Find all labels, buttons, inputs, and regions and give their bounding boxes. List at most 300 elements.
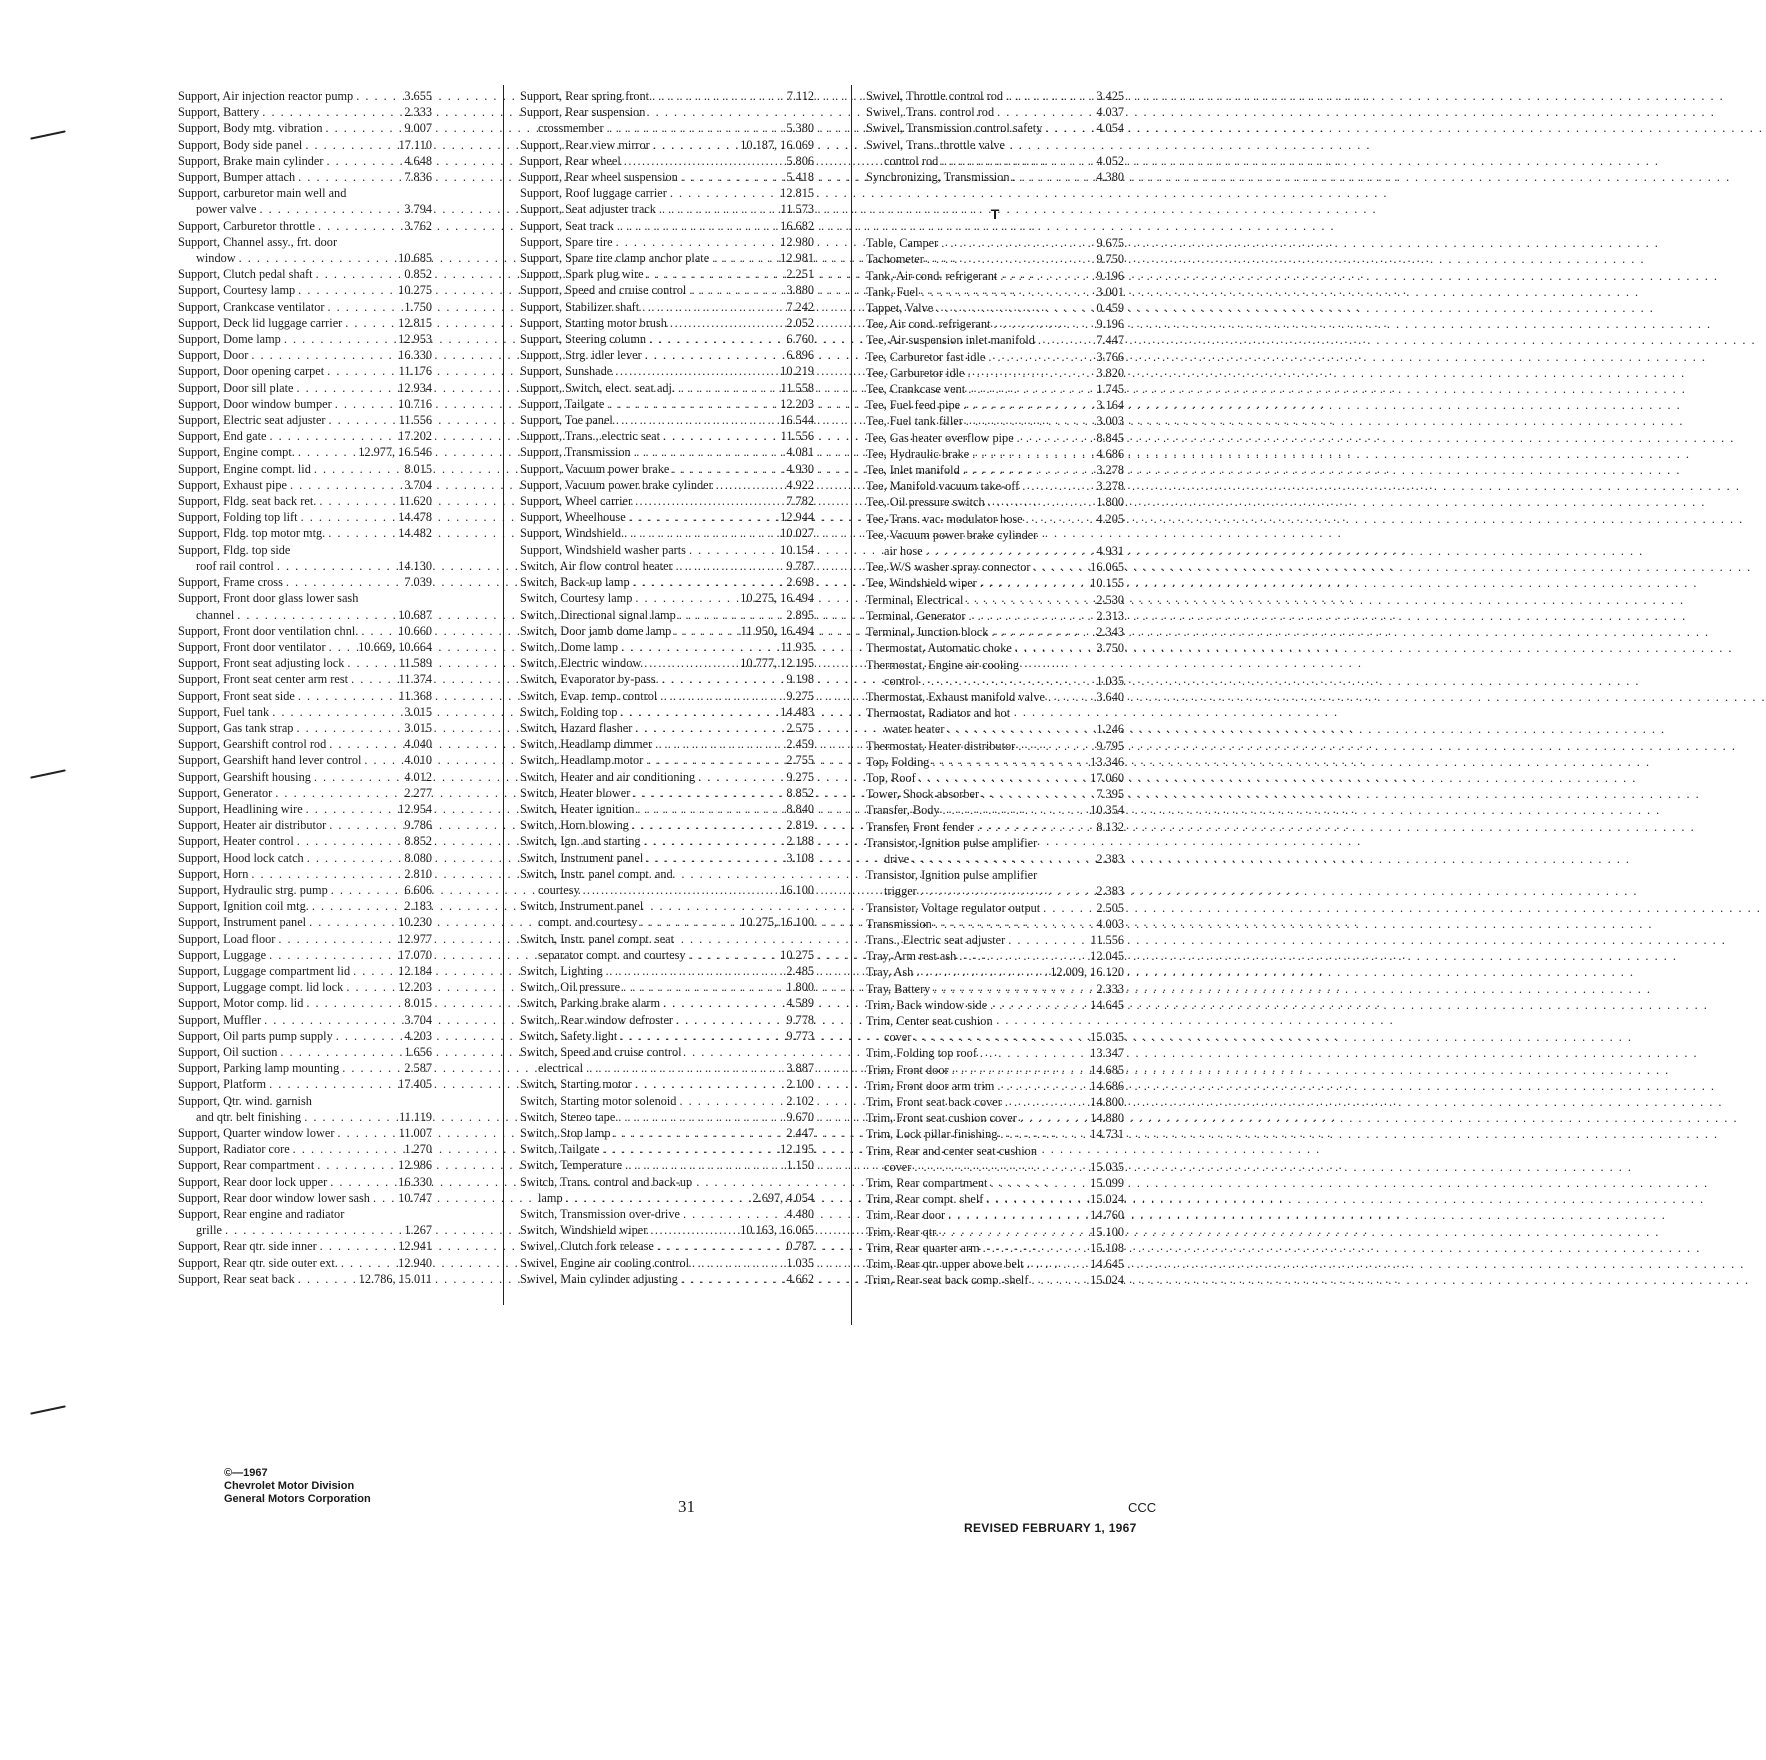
dot-leader <box>644 266 787 282</box>
dot-leader <box>689 1255 786 1271</box>
entry-reference: 3.278 <box>1096 463 1124 478</box>
dot-leader <box>673 558 787 574</box>
entry-reference: 12.195 <box>780 1142 814 1157</box>
entry-reference: 12.986 <box>398 1158 432 1173</box>
entry-name: Thermostat, Automatic choke <box>866 641 1012 656</box>
entry-reference: 9.795 <box>1096 738 1124 753</box>
index-entry <box>178 1190 432 1206</box>
index-entry <box>866 948 1124 964</box>
entry-name: Thermostat, Engine air cooling <box>866 657 1019 672</box>
index-entry <box>520 607 814 623</box>
entry-reference: 3.425 <box>1096 89 1124 103</box>
entry-name: Support, Luggage compartment lid <box>178 963 351 978</box>
entry-reference: 3.015 <box>404 704 432 719</box>
entry-reference: 10.275, 16.100 <box>740 915 814 930</box>
dot-leader <box>621 153 787 169</box>
entry-reference: 4.040 <box>404 737 432 752</box>
index-entry <box>866 137 1124 153</box>
index-entry <box>178 801 432 817</box>
index-entry <box>866 120 1124 136</box>
entry-name: Trim, Rear qtr. <box>866 1224 939 1239</box>
entry-name: Tee, Fuel feed pipe <box>866 398 961 413</box>
index-entry <box>866 575 1124 591</box>
dot-leader <box>306 914 398 930</box>
entry-name: Trim, Rear qtr. upper above belt <box>866 1257 1024 1272</box>
dot-leader <box>326 817 404 833</box>
dot-leader <box>1023 511 1097 527</box>
index-entry <box>178 477 432 493</box>
dot-leader <box>293 380 398 396</box>
index-entry <box>520 785 814 801</box>
index-entry <box>520 461 814 477</box>
dot-leader <box>641 655 740 671</box>
entry-reference: 17.405 <box>398 1077 432 1092</box>
entry-name: Swivel, Throttle control rod <box>866 89 1004 103</box>
dot-leader <box>275 931 398 947</box>
index-entry <box>520 801 814 817</box>
entry-name: and qtr. belt finishing <box>196 1109 302 1124</box>
entry-reference: 12.815 <box>398 315 432 330</box>
dot-leader <box>966 608 1097 624</box>
index-entry-continuation <box>866 851 1124 867</box>
dot-leader <box>272 785 404 801</box>
index-entry <box>178 493 432 509</box>
entry-reference: 3.794 <box>404 202 432 217</box>
index-entry-continuation <box>178 1109 432 1125</box>
entry-reference: 17.060 <box>1090 770 1124 785</box>
binding-mark <box>30 1405 66 1414</box>
entry-reference: 2.333 <box>1096 981 1124 996</box>
entry-name: crossmember <box>538 121 604 136</box>
dot-leader <box>614 218 780 234</box>
dot-leader <box>969 446 1096 462</box>
entry-name: Terminal, Generator <box>866 608 966 623</box>
entry-reference: 14.685 <box>1090 1062 1124 1077</box>
entry-name: Switch, Heater ignition <box>520 801 635 816</box>
entry-reference: 11.935 <box>780 639 814 654</box>
dot-leader <box>339 1060 404 1076</box>
entry-name: Support, Dome lamp <box>178 332 281 347</box>
entry-name: Support, Rear wheel suspension <box>520 170 678 185</box>
entry-reference: 12.815 <box>780 186 814 201</box>
index-entry <box>866 1013 1124 1029</box>
index-entry <box>520 1206 814 1222</box>
entry-name: Trim, Lock pillar finishing <box>866 1127 998 1142</box>
entry-name: lamp <box>538 1190 563 1205</box>
entry-reference: 9.750 <box>1096 252 1124 267</box>
index-entry <box>520 412 814 428</box>
dot-leader <box>316 493 398 509</box>
entry-name: Support, Body side panel <box>178 137 303 152</box>
entry-name: Trim, Rear door <box>866 1208 946 1223</box>
dot-leader <box>994 104 1096 120</box>
entry-reference: 2.277 <box>404 785 432 800</box>
index-entry <box>520 331 814 347</box>
entry-reference: 11.573 <box>780 202 814 217</box>
entry-reference: 4.931 <box>1096 544 1124 559</box>
entry-reference: 16.100 <box>780 882 814 897</box>
dot-leader <box>338 1255 398 1271</box>
entry-name: Support, Heater air distributor <box>178 818 327 833</box>
entry-name: Tray, Ash <box>866 965 914 980</box>
entry-reference: 1.035 <box>786 1255 814 1270</box>
index-entry <box>866 592 1124 608</box>
entry-name: Support, Rear compartment <box>178 1158 315 1173</box>
index-column-2 <box>520 88 814 1287</box>
dot-leader <box>1024 1256 1091 1272</box>
entry-name: Support, Rear seat back <box>178 1271 295 1286</box>
index-entry-continuation <box>178 1222 432 1238</box>
entry-reference: 6.760 <box>786 332 814 347</box>
entry-reference: 10.154 <box>780 542 814 557</box>
dot-leader <box>632 720 786 736</box>
entry-name: Switch, Speed and cruise control <box>520 1044 682 1059</box>
dot-leader <box>974 819 1096 835</box>
index-entry <box>520 1028 814 1044</box>
index-entry <box>866 738 1124 754</box>
index-entry <box>866 365 1124 381</box>
dot-leader <box>963 413 1097 429</box>
index-entry <box>520 266 814 282</box>
index-entry <box>178 720 432 736</box>
dot-leader <box>977 575 1090 591</box>
entry-name: Tower, Shock absorber <box>866 787 980 802</box>
entry-reference: 4.081 <box>786 445 814 460</box>
index-entry-continuation <box>520 882 814 898</box>
index-entry <box>866 511 1124 527</box>
dot-leader <box>281 331 398 347</box>
entry-name: Support, Parking lamp mounting <box>178 1061 340 1076</box>
entry-name: Support, Transmission <box>520 445 631 460</box>
dot-leader <box>615 1109 786 1125</box>
index-entry <box>178 785 432 801</box>
entry-reference: 4.380 <box>1096 170 1124 185</box>
dot-leader <box>353 88 404 104</box>
entry-name: Support, Seat adjuster track <box>520 202 656 217</box>
entry-name: Switch, Air flow control heater <box>520 558 673 573</box>
dot-leader <box>649 88 787 104</box>
entry-name: Support, Rear wheel <box>520 153 621 168</box>
index-entry <box>520 704 814 720</box>
entry-reference: 14.760 <box>1090 1208 1124 1223</box>
entry-name: Trim, Rear compt. shelf <box>866 1192 984 1207</box>
index-entry <box>866 1078 1124 1094</box>
entry-reference: 11.556 <box>1090 932 1124 947</box>
index-entry <box>866 689 1124 705</box>
dot-leader <box>618 639 781 655</box>
index-entry <box>178 1060 432 1076</box>
entry-name: Support, Hood lock catch <box>178 850 304 865</box>
entry-name: Tee, Oil pressure switch <box>866 495 985 510</box>
dot-leader <box>295 444 358 460</box>
dot-leader <box>980 1240 1091 1256</box>
index-entry-continuation <box>866 673 1124 689</box>
index-entry <box>520 590 814 606</box>
entry-reference: 9.670 <box>786 1109 814 1124</box>
dot-leader <box>311 461 404 477</box>
index-entry <box>178 752 432 768</box>
index-entry <box>866 1045 1124 1061</box>
entry-name: Switch, Horn blowing <box>520 818 629 833</box>
document-code: CCC <box>1128 1500 1157 1515</box>
dot-leader <box>938 235 1096 251</box>
index-entry <box>178 931 432 947</box>
dot-leader <box>603 963 787 979</box>
dot-leader <box>1040 900 1096 916</box>
revision-date: REVISED FEBRUARY 1, 1967 <box>964 1521 1137 1535</box>
entry-name: Switch, Courtesy lamp <box>520 591 633 606</box>
dot-leader <box>612 363 780 379</box>
entry-name: Top, Folding <box>866 754 930 769</box>
entry-reference: 3.164 <box>1096 398 1124 413</box>
entry-name: Support, Spare tire clamp anchor plate <box>520 251 710 266</box>
entry-name: Support, Rear qtr. side inner <box>178 1239 317 1254</box>
dot-leader <box>911 1159 1090 1175</box>
index-entry-continuation <box>866 543 1124 559</box>
index-entry <box>178 331 432 347</box>
entry-name: compt. and courtesy <box>538 915 638 930</box>
entry-reference: 10.275 <box>398 283 432 298</box>
index-entry-continuation <box>866 1029 1124 1045</box>
index-entry <box>520 558 814 574</box>
entry-name: courtesy <box>538 882 580 897</box>
dot-leader <box>909 851 1096 867</box>
entry-reference: 12.203 <box>398 980 432 995</box>
entry-name: Switch, Evap. temp. control <box>520 688 658 703</box>
entry-reference: 10.163, 16.065 <box>740 1223 814 1238</box>
index-entry <box>520 1238 814 1254</box>
dot-leader <box>667 185 780 201</box>
dot-leader <box>630 574 787 590</box>
column-divider <box>851 85 852 1325</box>
index-entry <box>178 1174 432 1190</box>
index-entry <box>178 396 432 412</box>
dot-leader <box>632 1076 787 1092</box>
entry-name: Switch, Headlamp dimmer <box>520 737 653 752</box>
index-entry <box>520 234 814 250</box>
entry-reference: 14.645 <box>1090 997 1124 1012</box>
dot-leader <box>626 509 781 525</box>
entry-reference: 12.045 <box>1090 949 1124 964</box>
entry-reference: 16.682 <box>780 218 814 233</box>
dot-leader <box>680 1206 786 1222</box>
index-entry <box>520 315 814 331</box>
entry-name: Swivel, Engine air cooling control <box>520 1255 690 1270</box>
index-entry <box>866 478 1124 494</box>
entry-name: Support, Switch, elect. seat adj. <box>520 380 676 395</box>
dot-leader <box>248 866 404 882</box>
dot-leader <box>965 381 1096 397</box>
entry-reference: 2.697, 4.054 <box>752 1190 814 1205</box>
index-entry <box>178 315 432 331</box>
entry-name: Tee, Hydraulic brake <box>866 446 970 461</box>
dot-leader <box>611 1125 787 1141</box>
entry-reference: 12.977 <box>398 931 432 946</box>
entry-name: Support, Toe panel <box>520 413 613 428</box>
entry-reference: 8.852 <box>404 834 432 849</box>
entry-name: Support, Front door ventilation chnl. <box>178 623 359 638</box>
dot-leader <box>1017 1110 1090 1126</box>
entry-reference: 2.810 <box>404 866 432 881</box>
index-entry <box>178 1238 432 1254</box>
dot-leader <box>647 1222 740 1238</box>
entry-name: Swivel, Transmission control safety <box>866 121 1043 136</box>
dot-leader <box>933 300 1096 316</box>
entry-name: Tee, Crankcase vent <box>866 382 966 397</box>
dot-leader <box>358 623 398 639</box>
entry-reference: 7.395 <box>1096 787 1124 802</box>
entry-name: Switch, Hazard flasher <box>520 720 633 735</box>
entry-reference: 1.745 <box>1096 382 1124 397</box>
index-entry <box>520 639 814 655</box>
entry-reference: 3.762 <box>404 218 432 233</box>
entry-name: Support, Wheel carrier <box>520 494 633 509</box>
entry-name: separator compt. and courtesy <box>538 947 686 962</box>
entry-reference: 8.132 <box>1096 819 1124 834</box>
index-entry <box>520 1125 814 1141</box>
entry-name: Switch, Dome lamp <box>520 639 619 654</box>
dot-leader <box>1015 738 1096 754</box>
dot-leader <box>222 1222 404 1238</box>
entry-name: Table, Camper <box>866 236 939 251</box>
entry-name: Support, Front seat side <box>178 688 295 703</box>
entry-name: Support, Door window bumper <box>178 396 332 411</box>
entry-reference: 3.704 <box>404 1012 432 1027</box>
entry-name: Support, Gearshift housing <box>178 769 311 784</box>
entry-reference: 3.820 <box>1096 365 1124 380</box>
entry-reference: 4.662 <box>786 1271 814 1286</box>
entry-name: Support, Deck lid luggage carrier <box>178 315 343 330</box>
dot-leader <box>997 268 1096 284</box>
entry-name: Switch, Ign. and starting <box>520 834 641 849</box>
dot-leader <box>1012 640 1097 656</box>
dot-leader <box>686 947 781 963</box>
index-entry <box>178 704 432 720</box>
dot-leader <box>304 850 405 866</box>
entry-reference: 5.418 <box>786 170 814 185</box>
entry-name: Tee, Vacuum power brake cylinder <box>866 527 1038 542</box>
entry-name: roof rail control <box>196 558 274 573</box>
index-entry <box>866 916 1124 932</box>
entry-name: Tee, Air suspension inlet manifold <box>866 333 1035 348</box>
entry-name: Switch, Door jamb dome lamp <box>520 623 672 638</box>
entry-reference: 14.478 <box>398 510 432 525</box>
entry-reference: 0.852 <box>404 267 432 282</box>
entry-reference: 3.015 <box>404 720 432 735</box>
entry-name: Tee, Inlet manifold <box>866 463 960 478</box>
index-entry <box>520 1157 814 1173</box>
binding-mark <box>30 130 66 139</box>
index-entry <box>520 963 814 979</box>
index-entry <box>866 316 1124 332</box>
dot-leader <box>295 1271 359 1287</box>
index-entry-continuation <box>178 558 432 574</box>
entry-name: Support, Courtesy lamp <box>178 283 296 298</box>
dot-leader <box>917 883 1097 899</box>
dot-leader <box>294 833 405 849</box>
dot-leader <box>1014 430 1097 446</box>
index-entry <box>866 835 1124 851</box>
entry-name: Transfer, Body <box>866 803 940 818</box>
dot-leader <box>977 1045 1090 1061</box>
index-entry <box>866 900 1124 916</box>
entry-name: Switch, Instr. panel compt. seat <box>520 931 675 946</box>
section-gap <box>866 185 1124 201</box>
index-entry <box>178 347 432 363</box>
entry-reference: 10.027 <box>780 526 814 541</box>
index-entry <box>178 428 432 444</box>
entry-reference: 11.368 <box>398 688 432 703</box>
dot-leader <box>315 218 404 234</box>
entry-name: Tee, Fuel tank filler <box>866 414 963 429</box>
dot-leader <box>343 979 398 995</box>
entry-name: Switch, Temperature <box>520 1158 623 1173</box>
entry-name: Tee, Carburetor fast idle <box>866 349 986 364</box>
entry-reference: 14.130 <box>398 558 432 573</box>
entry-name: Support, Steering column <box>520 332 647 347</box>
index-entry <box>866 1240 1124 1256</box>
entry-reference: 10.747 <box>398 1190 432 1205</box>
entry-reference: 16.330 <box>398 348 432 363</box>
entry-reference: 14.645 <box>1090 1257 1124 1272</box>
index-entry <box>866 608 1124 624</box>
entry-reference: 9.196 <box>1096 268 1124 283</box>
dot-leader <box>654 1238 786 1254</box>
index-entry <box>178 1271 432 1287</box>
entry-name: cover <box>884 1030 912 1045</box>
entry-name: Support, Spare tire <box>520 234 613 249</box>
index-entry <box>866 88 1124 104</box>
entry-name: Trans., Electric seat adjuster <box>866 932 1006 947</box>
index-entry <box>520 1109 814 1125</box>
index-entry <box>520 169 814 185</box>
entry-name: Support, Gearshift control rod <box>178 737 327 752</box>
dot-leader <box>965 365 1097 381</box>
entry-reference: 3.001 <box>1096 284 1124 299</box>
entry-reference: 12.981 <box>780 251 814 266</box>
dot-leader <box>963 592 1096 608</box>
index-entry <box>178 218 432 234</box>
index-entry <box>866 381 1124 397</box>
dot-leader <box>686 542 780 558</box>
index-entry <box>178 185 432 201</box>
index-entry <box>178 623 432 639</box>
entry-reference: 1.800 <box>1096 495 1124 510</box>
entry-name: Support, Frame cross <box>178 575 283 590</box>
entry-name: Support, Door sill plate <box>178 380 294 395</box>
entry-reference: 2.459 <box>786 737 814 752</box>
entry-name: Support, Rear door window lower sash <box>178 1190 370 1205</box>
dot-leader <box>918 284 1096 300</box>
entry-name: Support, Oil parts pump supply <box>178 1028 333 1043</box>
entry-name: Support, Fldg. seat back ret. <box>178 494 317 509</box>
index-entry <box>866 1110 1124 1126</box>
entry-name: Support, Fldg. top side <box>178 542 291 557</box>
entry-reference: 8.015 <box>404 461 432 476</box>
entry-reference: 4.930 <box>786 461 814 476</box>
entry-reference: 10.685 <box>398 251 432 266</box>
index-entry <box>520 1255 814 1271</box>
entry-reference: 4.037 <box>1096 105 1124 120</box>
dot-leader <box>657 688 786 704</box>
entry-name: Swivel, Trans. throttle valve <box>866 137 1006 152</box>
index-entry <box>178 282 432 298</box>
entry-reference: 10.669, 10.664 <box>358 639 432 654</box>
dot-leader <box>913 964 1050 980</box>
index-entry <box>520 542 814 558</box>
dot-leader <box>641 833 787 849</box>
dot-leader <box>333 1028 405 1044</box>
